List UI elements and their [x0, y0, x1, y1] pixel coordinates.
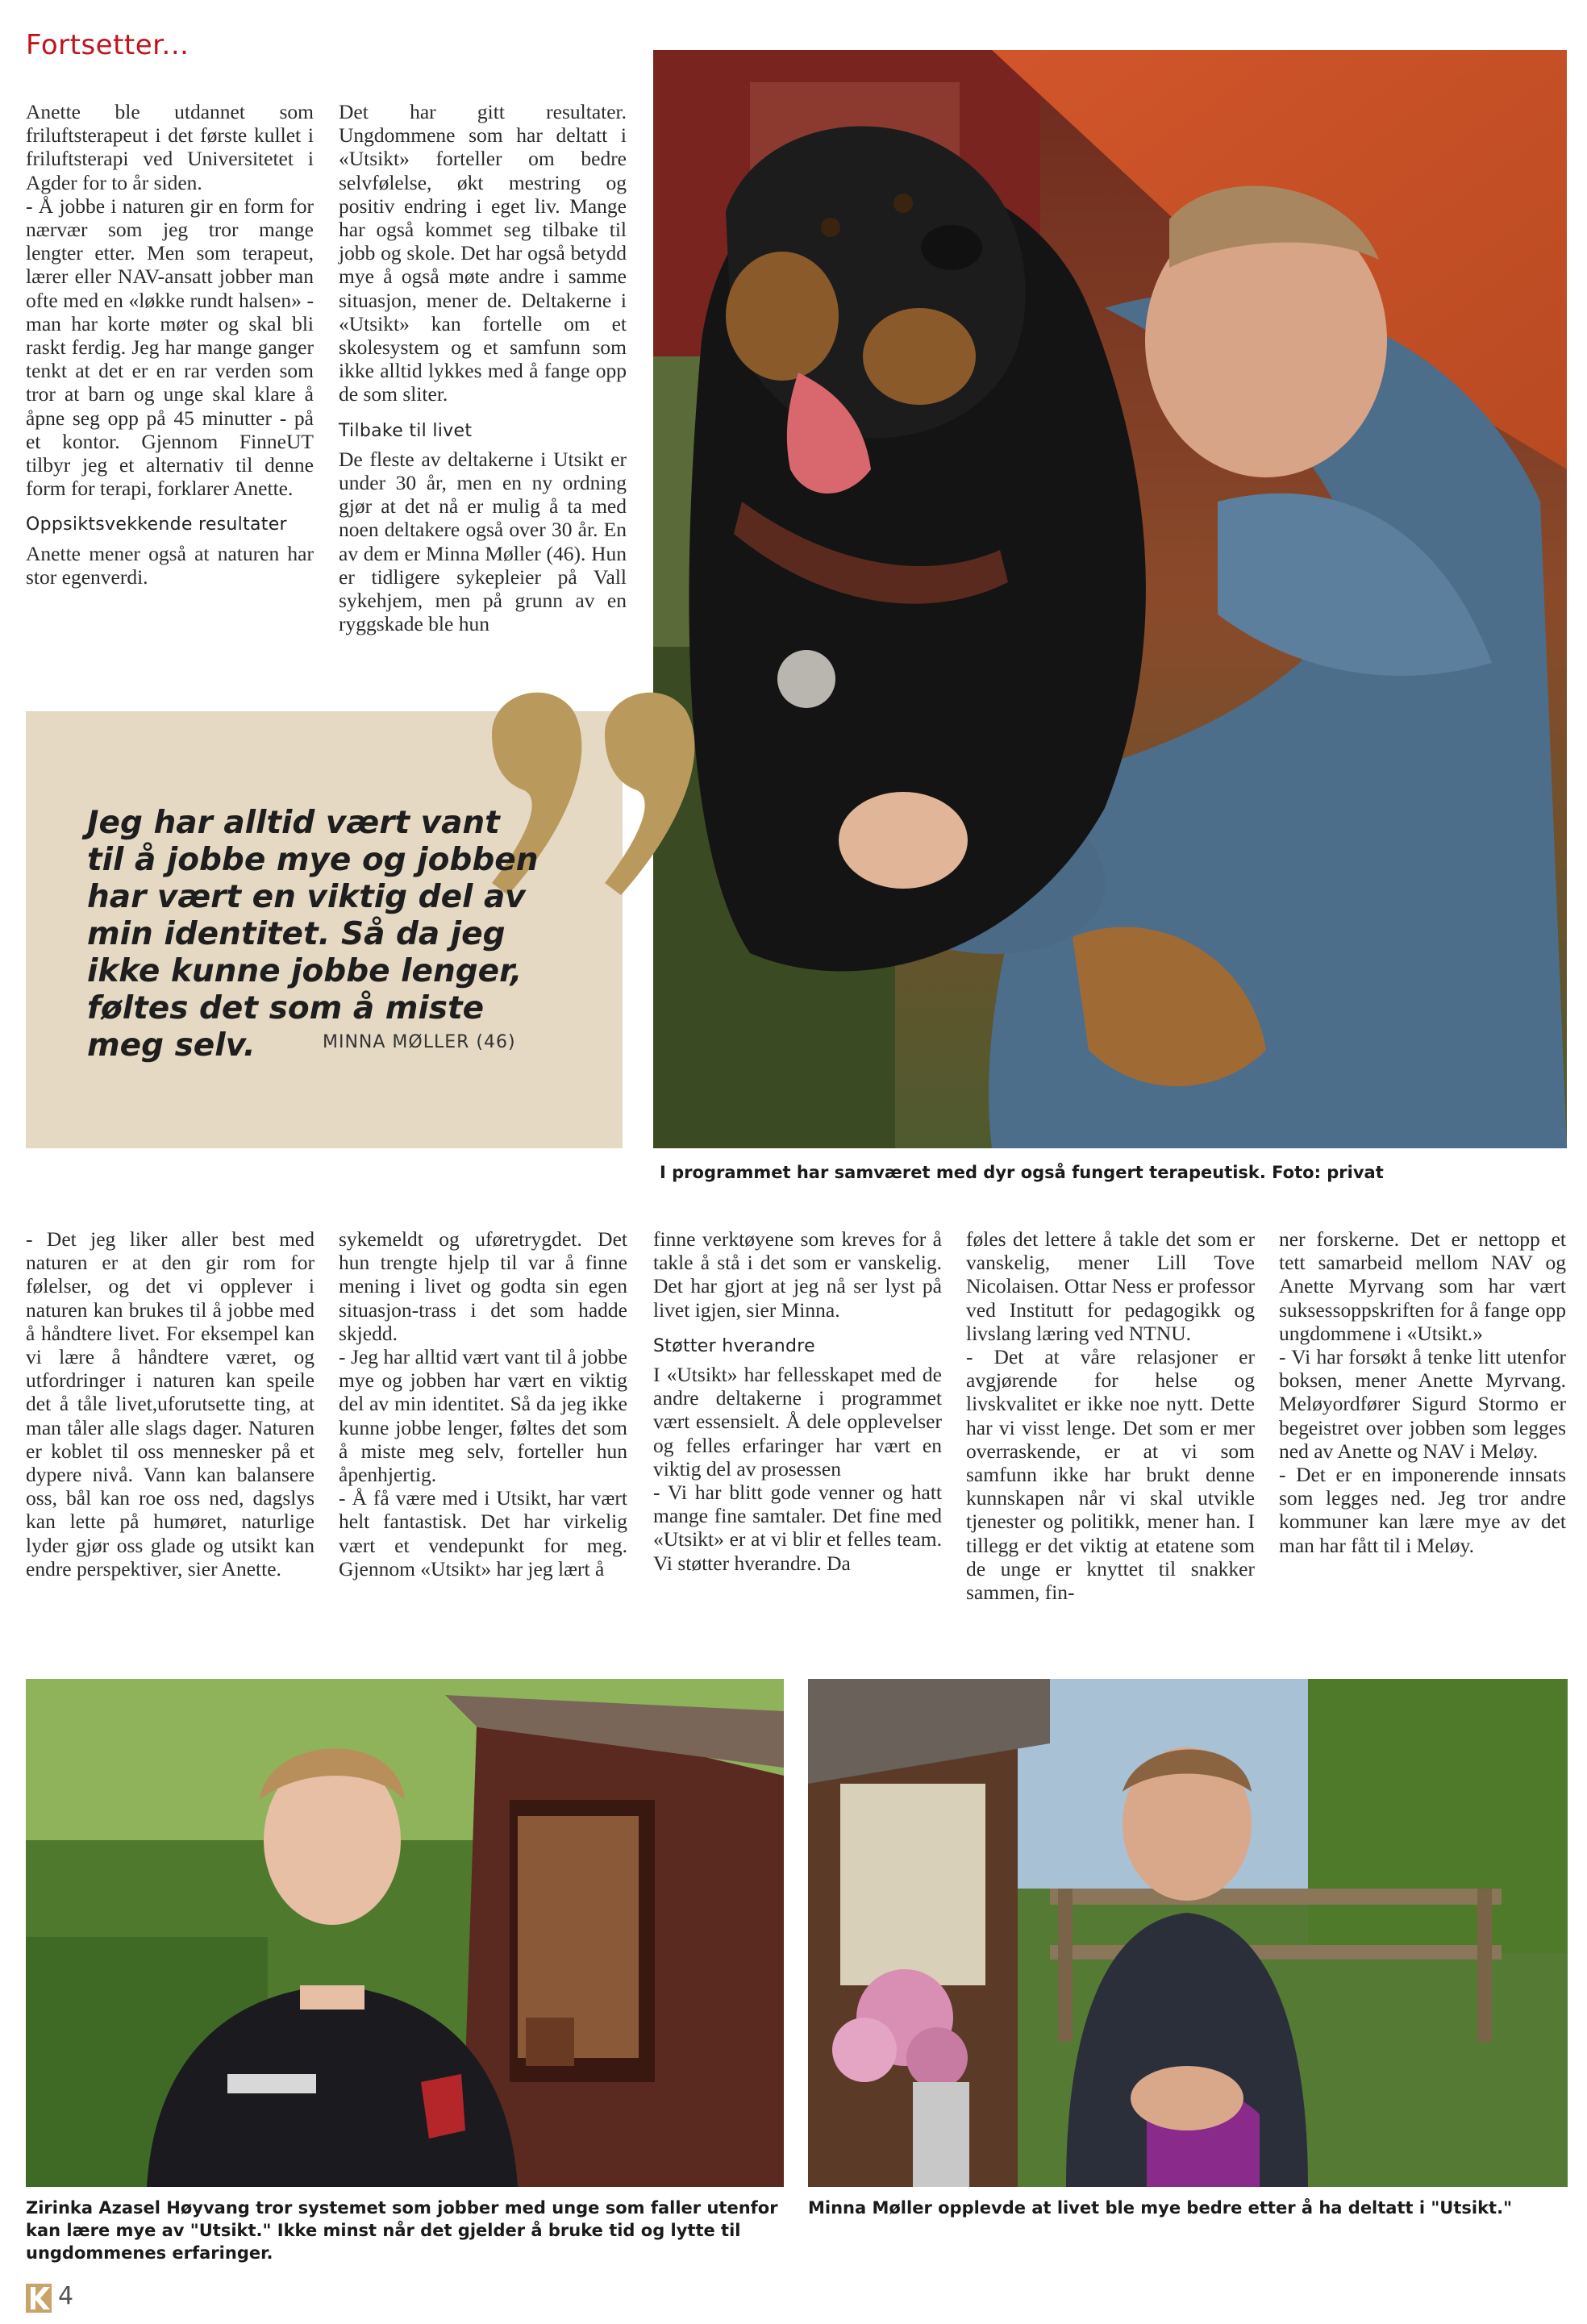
bottom-column-4 [966, 1227, 1255, 1604]
bottom-column-3 [653, 1227, 942, 1575]
top-column-1 [26, 100, 314, 589]
bottom-column-1 [26, 1227, 314, 1581]
paragraph: - Jeg har alltid vært vant til å jobbe mye og jobben har vært en viktig del av min identitet. Så da jeg ikke kunne jobbe lenger, føltes det som å miste meg selv, forteller hun åpenhjertig. [339, 1345, 627, 1487]
paragraph: - Det er en imponerende innsats som legges ned. Jeg tror andre kommuner kan lære mye av det man har fått til i Meløy. [1279, 1463, 1566, 1557]
zirinka-photo [26, 1679, 784, 2187]
paragraph: Det har gitt resultater. Ungdommene som har deltatt i «Utsikt» forteller om bedre selvfølelse, økt mestring og positiv endring i eget liv. Mange har også kommet seg tilbake til jobb og skole. Det har også betydd mye å også møte andre i samme situasjon, mener de. Deltakerne i «Utsikt» kan fortelle om et skolesystem og et samfunn som ikke alltid lykkes med å fange opp de som sliter. [339, 100, 627, 406]
subheading: Oppsiktsvekkende resultater [26, 514, 287, 535]
minna-photo [808, 1679, 1568, 2187]
dog-photo-caption: I programmet har samværet med dyr også fungert terapeutisk. Foto: privat [660, 1163, 1384, 1182]
paragraph: De fleste av deltakerne i Utsikt er under 30 år, men en ny ordning gjør at det nå er mulig å ta med noen deltakere også over 30 år. En av dem er Minna Møller (46). Hun er tidligere sykepleier på Vall sykehjem, men på grunn av en ryggskade ble hun [339, 447, 627, 636]
page-logo-icon [26, 2284, 52, 2313]
subheading: Støtter hverandre [653, 1335, 816, 1356]
paragraph: - Vi har forsøkt å tenke litt utenfor boksen, mener Anette Myrvang. Meløyordfører Sigurd Stormo er begeistret over jobben som legges ned av Anette og NAV i Meløy. [1279, 1345, 1566, 1463]
section-kicker: Fortsetter... [26, 29, 190, 61]
bottom-column-5 [1279, 1227, 1566, 1557]
subheading: Tilbake til livet [339, 420, 473, 441]
page-number: 4 [58, 2282, 74, 2310]
paragraph: Anette mener også at naturen har stor egenverdi. [26, 541, 314, 589]
paragraph: sykemeldt og uføretrygdet. Det hun trengte hjelp til var å finne mening i livet og godta sin egen situasjon-trass i det som hadde skjedd. [339, 1227, 627, 1345]
pull-quote-text: Jeg har alltid vært vant til å jobbe mye og jobben har vært en viktig del av min identitet. Så da jeg ikke kunne jobbe lenger, føltes det som å miste meg selv. [87, 805, 539, 1064]
zirinka-photo-caption: Zirinka Azasel Høyvang tror systemet som jobber med unge som faller utenfor kan lære mye av "Utsikt." Ikke minst når det gjelder å bruke tid og lytte til ungdommenes erfaringer. [26, 2198, 778, 2263]
paragraph: - Å få være med i Utsikt, har vært helt fantastisk. Det har virkelig vært et vendepunkt for meg. Gjennom «Utsikt» har jeg lært å [339, 1486, 627, 1581]
paragraph: finne verktøyene som kreves for å takle å stå i det som er vanskelig. Det har gjort at jeg nå ser lyst på livet igjen, sier Minna. [653, 1227, 942, 1322]
paragraph: - Det jeg liker aller best med naturen er at den gir rom for følelser, og det vi opplever i naturen kan brukes til å jobbe med å håndtere livet. For eksempel kan vi lære å håndtere været, og utfordringer i naturen kan speile det å tåle livet,uforutsette ting, at man tåler alle slags dager. Naturen er koblet til oss mennesker på et dypere nivå. Vann kan balansere oss, bål kan roe oss ned, dagslys kan lette på humøret, naturlige lyder gjør oss glade og utsikt kan endre perspektiver, sier Anette. [26, 1227, 314, 1581]
paragraph: - Vi har blitt gode venner og hatt mange fine samtaler. Det fine med «Utsikt» er at vi blir et felles team. Vi støtter hverandre. Da [653, 1481, 942, 1575]
top-column-2 [339, 100, 627, 635]
minna-photo-caption: Minna Møller opplevde at livet ble mye bedre etter å ha deltatt i "Utsikt." [808, 2198, 1513, 2218]
paragraph: - Å jobbe i naturen gir en form for nærvær som jeg tror mange lengter etter. Men som terapeut, lærer eller NAV-ansatt jobber man ofte med en «løkke rundt halsen» - man har korte møter og skal bli raskt ferdig. Jeg har mange ganger tenkt at det er en rar verden som tror at barn og unge skal klare å åpne seg opp på 45 minutter - på et kontor. Gjennom FinneUT tilbyr jeg et alternativ til denne form for terapi, forklarer Anette. [26, 194, 314, 501]
pull-quote-author: MINNA MØLLER (46) [323, 1032, 516, 1052]
paragraph: føles det lettere å takle det som er vanskelig, mener Lill Tove Nicolaisen. Ottar Ness er professor ved Institutt for pedagogikk og livslang læring ved NTNU. [966, 1227, 1255, 1345]
paragraph: ner forskerne. Det er nettopp et tett samarbeid mellom NAV og Anette Myrvang som har vært suksessoppskriften for å fange opp ungdommene i «Utsikt.» [1279, 1227, 1566, 1345]
dog-hug-photo [653, 50, 1567, 1148]
paragraph: I «Utsikt» har fellesskapet med de andre deltakerne i programmet vært essensielt. Å dele opplevelser og felles erfaringer har vært en viktig del av prosessen [653, 1363, 942, 1481]
paragraph: - Det at våre relasjoner er avgjørende for helse og livskvalitet er ikke noe nytt. Dette har vi visst lenge. Det som er mer overraskende, er at vi som samfunn ikke har brukt denne kunnskapen når vi skal utvikle tjenester og politikk, mener han. I tillegg er det viktig at etatene som de unge er knyttet til snakker sammen, fin- [966, 1345, 1255, 1605]
bottom-column-2 [339, 1227, 627, 1581]
paragraph: Anette ble utdannet som friluftsterapeut i det første kullet i friluftsterapi ved Universitetet i Agder for to år siden. [26, 100, 314, 194]
